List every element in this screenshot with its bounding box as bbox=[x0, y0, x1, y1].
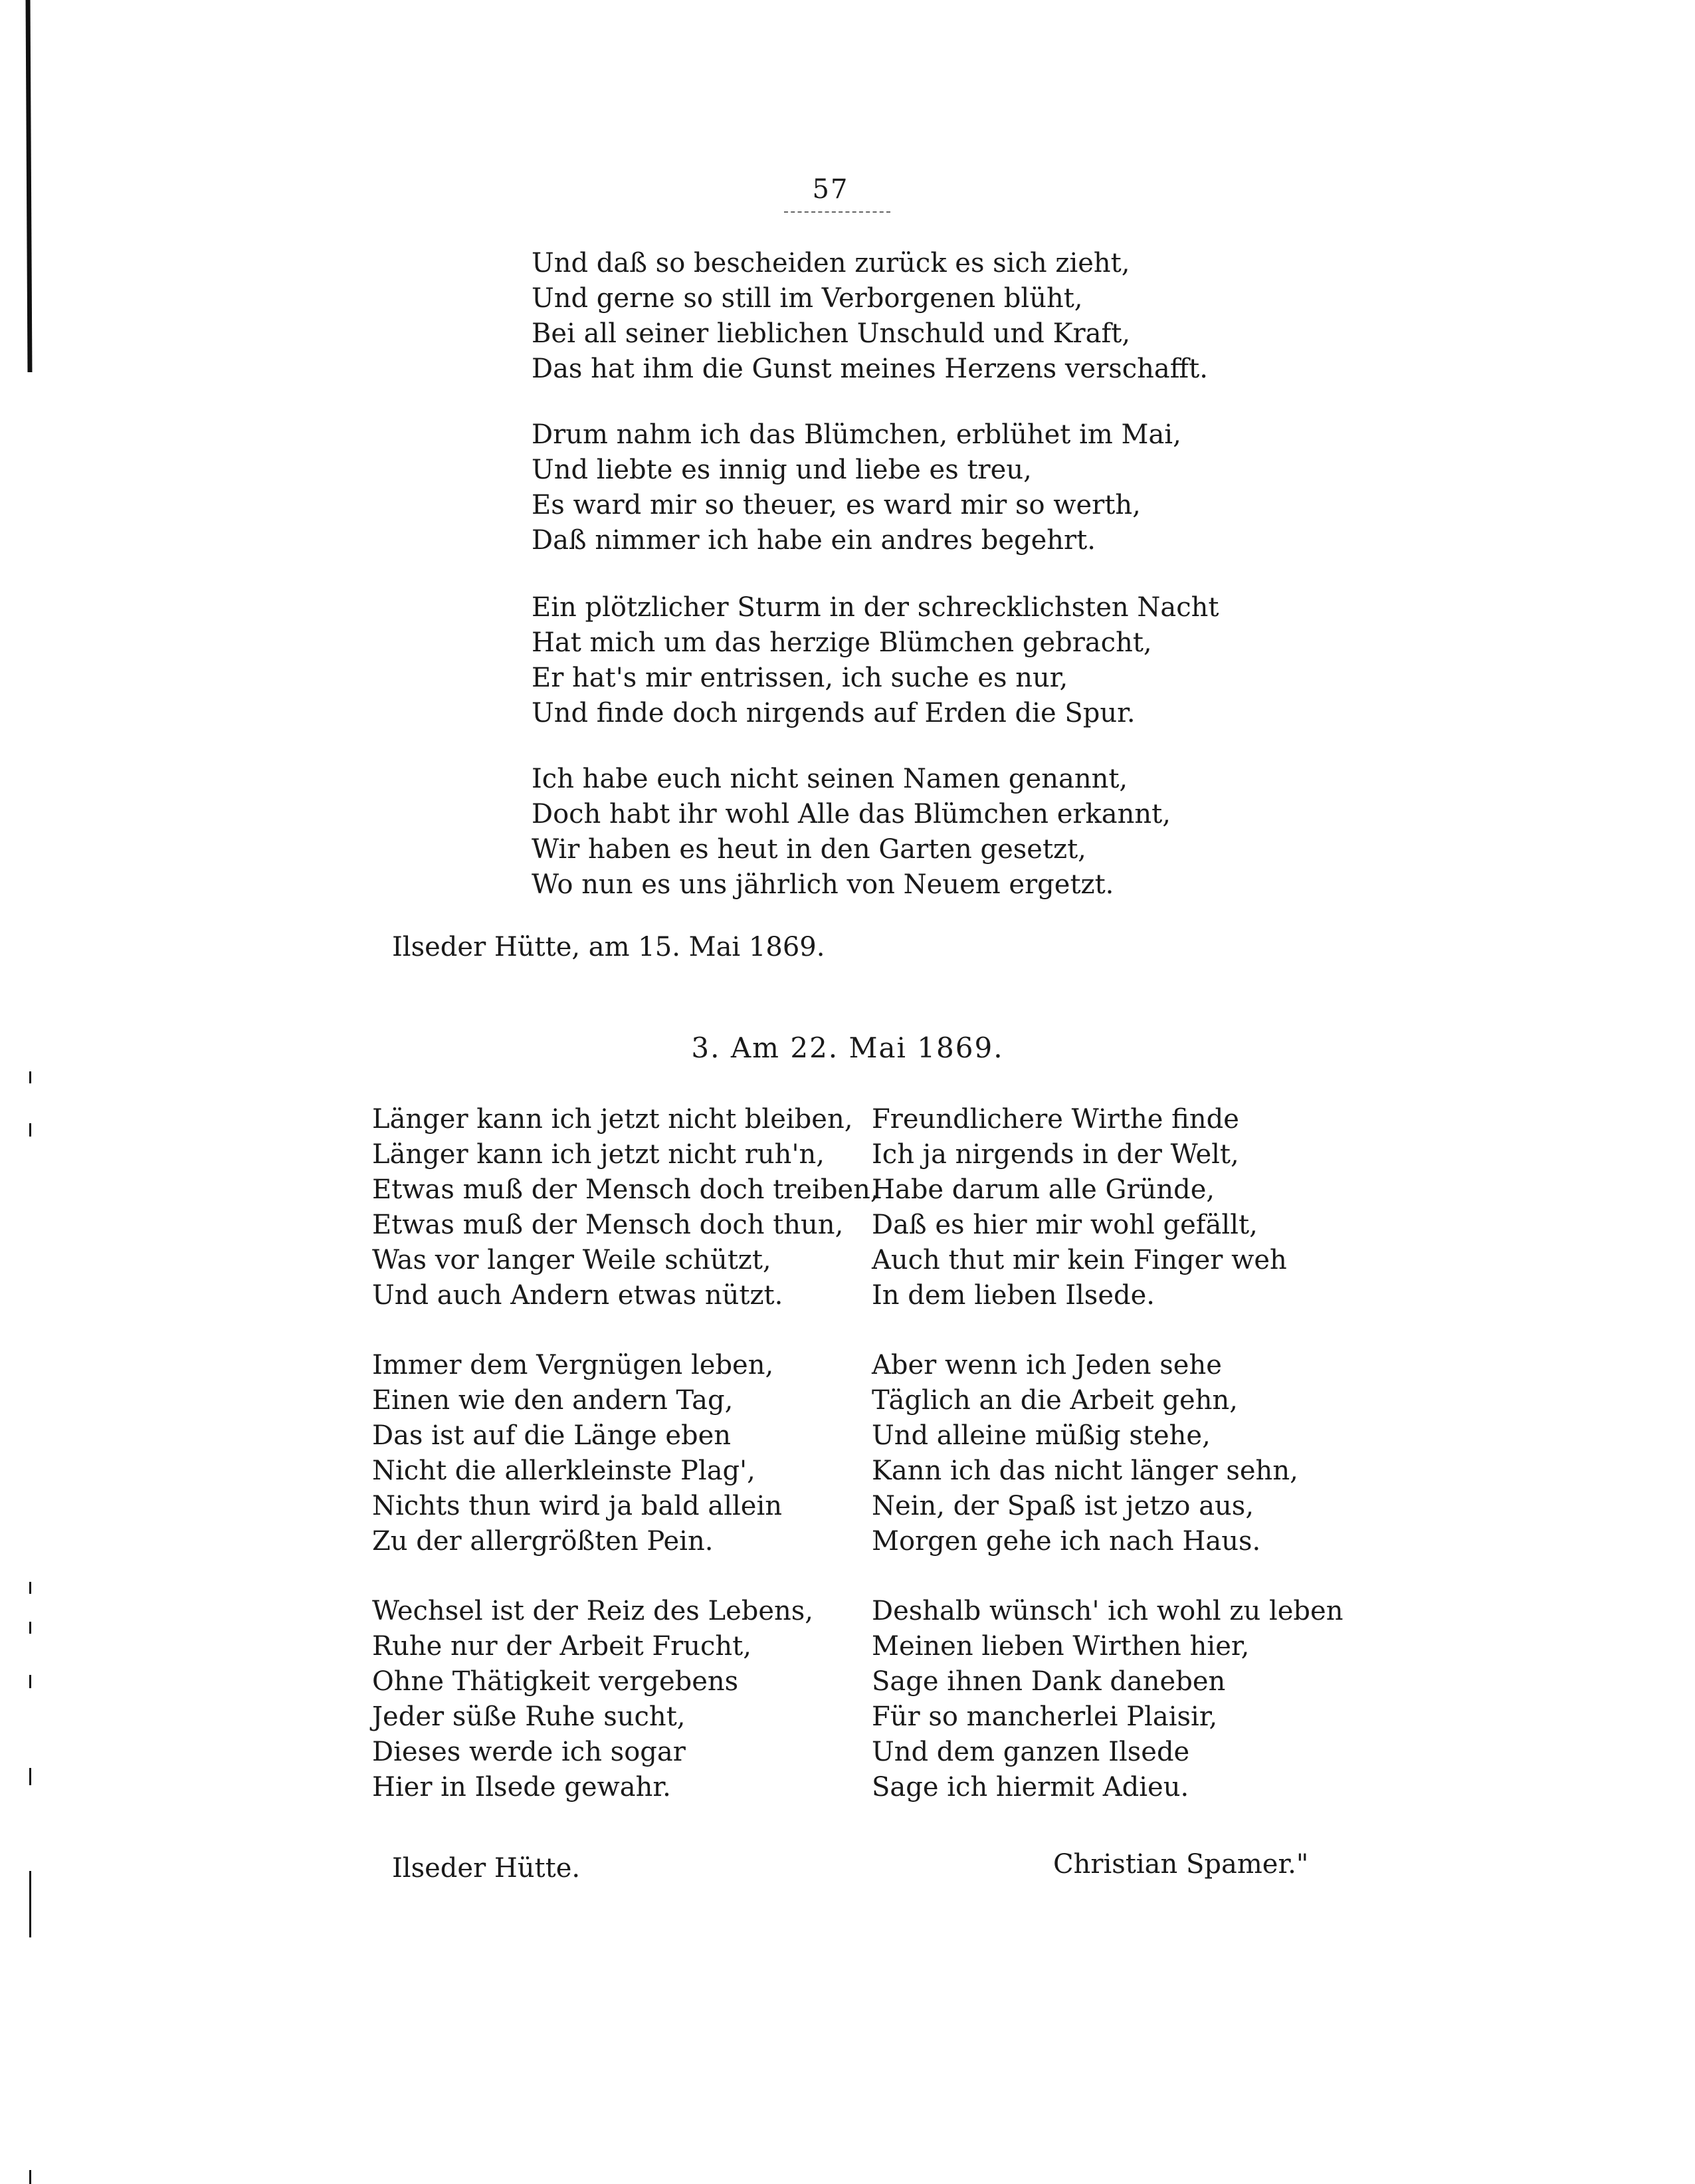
right-stanza-3 bbox=[872, 1594, 1343, 1805]
verse-line: Freundlichere Wirthe finde bbox=[872, 1104, 1239, 1135]
verse-line: Daß nimmer ich habe ein andres begehrt. bbox=[532, 525, 1096, 556]
verse-line: Daß es hier mir wohl gefällt, bbox=[872, 1210, 1258, 1240]
verse-line: Und alleine müßig stehe, bbox=[872, 1420, 1211, 1451]
verse-line: Und gerne so still im Verborgenen blüht, bbox=[532, 283, 1083, 314]
verse-line: Länger kann ich jetzt nicht ruh'n, bbox=[372, 1139, 825, 1170]
scan-edge-mark bbox=[29, 1675, 31, 1688]
signature-place: Ilseder Hütte. bbox=[392, 1853, 581, 1884]
verse-line: Deshalb wünsch' ich wohl zu leben bbox=[872, 1596, 1344, 1626]
verse-line: Drum nahm ich das Blümchen, erblühet im Mai, bbox=[532, 419, 1181, 450]
top-stanza-4 bbox=[532, 762, 1171, 903]
scan-edge-mark bbox=[29, 1622, 31, 1634]
scan-edge-line bbox=[26, 0, 33, 372]
verse-line: Aber wenn ich Jeden sehe bbox=[872, 1350, 1222, 1380]
verse-line: Ein plötzlicher Sturm in der schrecklichsten Nacht bbox=[532, 592, 1219, 623]
scan-edge-mark bbox=[29, 1123, 31, 1137]
top-stanza-3 bbox=[532, 590, 1219, 731]
verse-line: Hier in Ilsede gewahr. bbox=[372, 1772, 671, 1802]
right-stanza-2 bbox=[872, 1348, 1298, 1559]
verse-line: Nein, der Spaß ist jetzo aus, bbox=[872, 1491, 1254, 1521]
verse-line: Nichts thun wird ja bald allein bbox=[372, 1491, 783, 1521]
verse-line: Meinen lieben Wirthen hier, bbox=[872, 1631, 1250, 1662]
verse-line: Kann ich das nicht länger sehn, bbox=[872, 1456, 1298, 1486]
verse-line: Sage ihnen Dank daneben bbox=[872, 1666, 1226, 1697]
verse-line: Es ward mir so theuer, es ward mir so werth, bbox=[532, 490, 1141, 520]
verse-line: Wechsel ist der Reiz des Lebens, bbox=[372, 1596, 814, 1626]
verse-line: Zu der allergrößten Pein. bbox=[372, 1526, 714, 1557]
scan-edge-mark bbox=[29, 1768, 31, 1785]
top-stanza-1 bbox=[532, 246, 1208, 387]
verse-line: Das ist auf die Länge eben bbox=[372, 1420, 732, 1451]
signature-author: Christian Spamer." bbox=[1053, 1849, 1309, 1880]
verse-line: Sage ich hiermit Adieu. bbox=[872, 1772, 1189, 1802]
verse-line: Und finde doch nirgends auf Erden die Spur. bbox=[532, 698, 1136, 728]
verse-line: Er hat's mir entrissen, ich suche es nur, bbox=[532, 663, 1068, 693]
scan-edge-mark bbox=[29, 1071, 31, 1083]
verse-line: Etwas muß der Mensch doch thun, bbox=[372, 1210, 844, 1240]
verse-line: Das hat ihm die Gunst meines Herzens verschafft. bbox=[532, 354, 1208, 384]
verse-line: Und auch Andern etwas nützt. bbox=[372, 1280, 783, 1311]
verse-line: Täglich an die Arbeit gehn, bbox=[872, 1385, 1238, 1416]
verse-line: Nicht die allerkleinste Plag', bbox=[372, 1456, 755, 1486]
verse-line: Und dem ganzen Ilsede bbox=[872, 1737, 1190, 1767]
verse-line: Wo nun es uns jährlich von Neuem ergetzt. bbox=[532, 869, 1114, 900]
verse-line: Morgen gehe ich nach Haus. bbox=[872, 1526, 1261, 1557]
verse-line: Immer dem Vergnügen leben, bbox=[372, 1350, 774, 1380]
top-stanza-2 bbox=[532, 417, 1181, 558]
verse-line: In dem lieben Ilsede. bbox=[872, 1280, 1155, 1311]
verse-line: Doch habt ihr wohl Alle das Blümchen erkannt, bbox=[532, 799, 1171, 829]
verse-line: Ruhe nur der Arbeit Frucht, bbox=[372, 1631, 751, 1662]
left-stanza-1 bbox=[372, 1102, 879, 1313]
verse-line: Habe darum alle Gründe, bbox=[872, 1174, 1215, 1205]
place-date: Ilseder Hütte, am 15. Mai 1869. bbox=[392, 932, 825, 962]
page-number: 57 bbox=[812, 174, 849, 205]
verse-line: Und daß so bescheiden zurück es sich zieht, bbox=[532, 248, 1130, 278]
left-stanza-3 bbox=[372, 1594, 813, 1805]
section-title: 3. Am 22. Mai 1869. bbox=[691, 1032, 1004, 1064]
verse-line: Ich ja nirgends in der Welt, bbox=[872, 1139, 1239, 1170]
left-stanza-2 bbox=[372, 1348, 782, 1559]
verse-line: Was vor langer Weile schützt, bbox=[372, 1245, 771, 1275]
verse-line: Länger kann ich jetzt nicht bleiben, bbox=[372, 1104, 853, 1135]
verse-line: Einen wie den andern Tag, bbox=[372, 1385, 734, 1416]
verse-line: Wir haben es heut in den Garten gesetzt, bbox=[532, 834, 1086, 865]
verse-line: Dieses werde ich sogar bbox=[372, 1737, 686, 1767]
scan-edge-mark bbox=[29, 1582, 31, 1594]
verse-line: Jeder süße Ruhe sucht, bbox=[372, 1701, 686, 1732]
verse-line: Hat mich um das herzige Blümchen gebracht, bbox=[532, 627, 1152, 658]
scan-edge-mark bbox=[29, 1871, 31, 1937]
page-number-rule bbox=[784, 211, 890, 213]
verse-line: Auch thut mir kein Finger weh bbox=[872, 1245, 1287, 1275]
verse-line: Ich habe euch nicht seinen Namen genannt, bbox=[532, 764, 1128, 794]
verse-line: Bei all seiner lieblichen Unschuld und Kraft, bbox=[532, 318, 1131, 349]
verse-line: Für so mancherlei Plaisir, bbox=[872, 1701, 1218, 1732]
verse-line: Etwas muß der Mensch doch treiben, bbox=[372, 1174, 879, 1205]
verse-line: Ohne Thätigkeit vergebens bbox=[372, 1666, 739, 1697]
scan-edge-mark bbox=[29, 2170, 31, 2184]
verse-line: Und liebte es innig und liebe es treu, bbox=[532, 455, 1032, 485]
right-stanza-1 bbox=[872, 1102, 1287, 1313]
